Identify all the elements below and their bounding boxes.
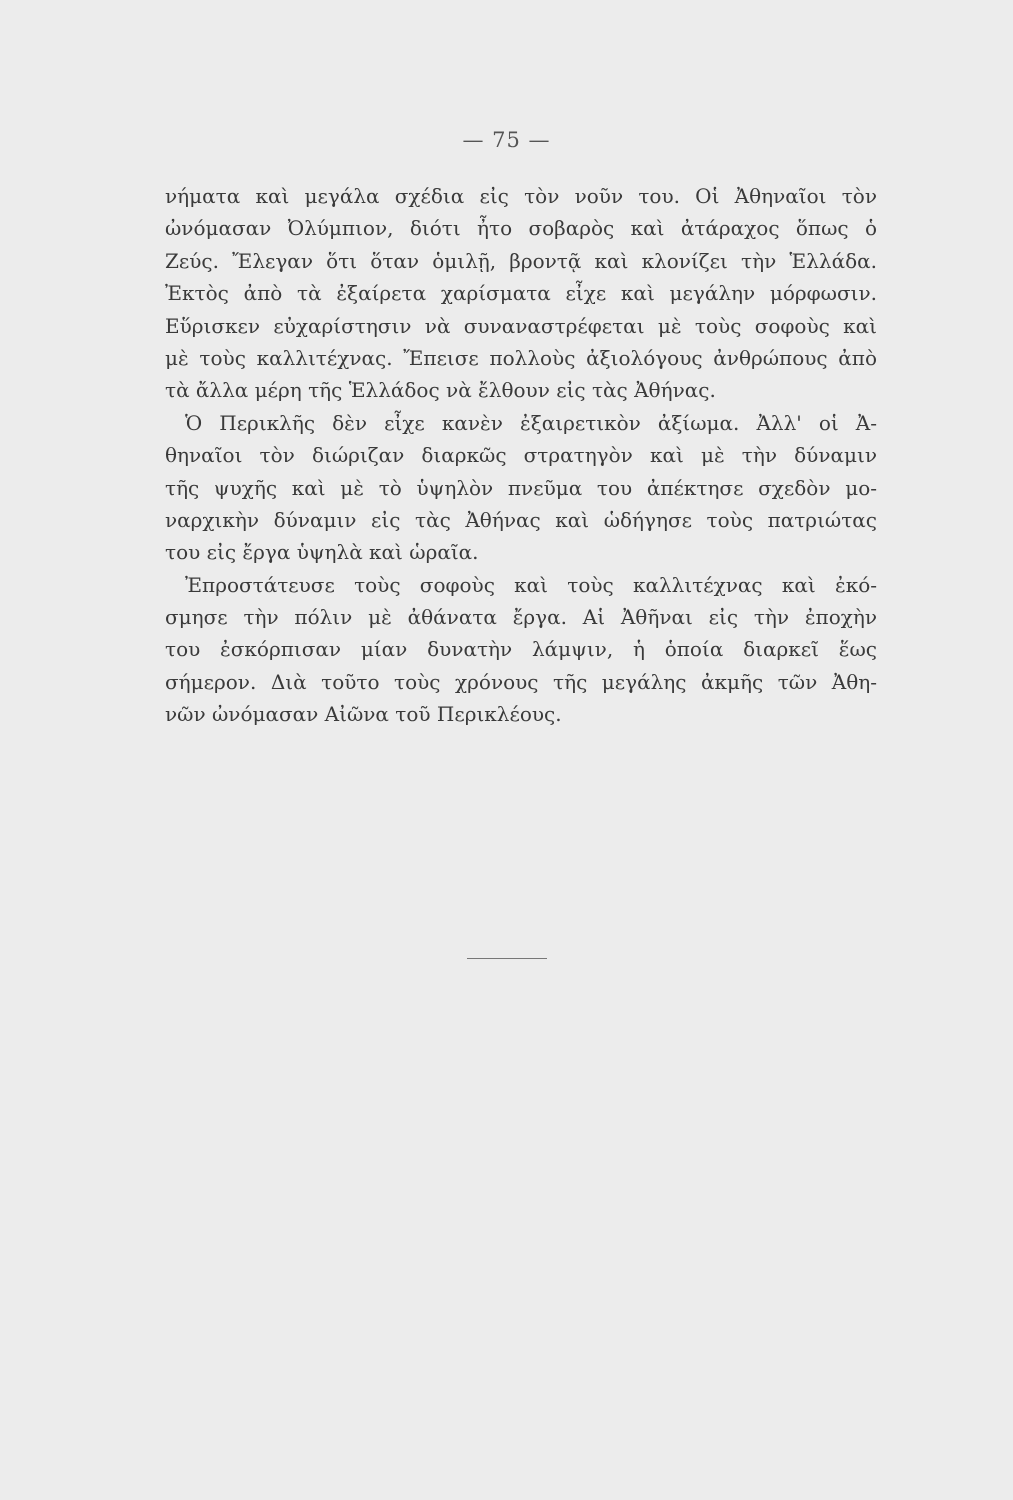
text-line: Εὕρισκεν εὐχαρίστησιν νὰ συναναστρέφεται μὲ τοὺς σοφοὺς καὶ — [165, 313, 877, 338]
text-line: Ἐπροστάτευσε τοὺς σοφοὺς καὶ τοὺς καλλιτέχνας καὶ ἐκό- — [185, 572, 877, 597]
text-line: σμησε τὴν πόλιν μὲ ἀθάνατα ἔργα. Αἱ Ἀθῆναι εἰς τὴν ἐποχὴν — [165, 605, 877, 630]
text-line: του ἐσκόρπισαν μίαν δυνατὴν λάμψιν, ἡ ὁποία διαρκεῖ ἕως — [165, 637, 877, 662]
text-line: νήματα καὶ μεγάλα σχέδια εἰς τὸν νοῦν του. Οἱ Ἀθηναῖοι τὸν — [165, 184, 877, 208]
text-line: του εἰς ἔργα ὑψηλὰ καὶ ὡραῖα. — [165, 540, 479, 565]
text-line: τῆς ψυχῆς καὶ μὲ τὸ ὑψηλὸν πνεῦμα του ἀπέκτησε σχεδὸν μο- — [165, 475, 877, 500]
text-line: ὠνόμασαν Ὀλύμπιον, διότι ἦτο σοβαρὸς καὶ ἀτάραχος ὅπως ὁ — [165, 216, 877, 241]
body-text — [165, 180, 877, 731]
text-line: νῶν ὠνόμασαν Αἰῶνα τοῦ Περικλέους. — [165, 702, 562, 727]
text-line: μὲ τοὺς καλλιτέχνας. Ἔπεισε πολλοὺς ἀξιολόγους ἀνθρώπους ἀπὸ — [165, 345, 877, 370]
page-number: — 75 — — [462, 128, 551, 152]
text-line: Ὁ Περικλῆς δὲν εἶχε κανὲν ἐξαιρετικὸν ἀξίωμα. Ἀλλ' οἱ Ἀ- — [185, 410, 877, 435]
text-line: Ἐκτὸς ἀπὸ τὰ ἐξαίρετα χαρίσματα εἶχε καὶ μεγάλην μόρφωσιν. — [165, 281, 877, 306]
section-divider — [467, 958, 547, 959]
text-line: Ζεύς. Ἔλεγαν ὅτι ὅταν ὁμιλῇ, βροντᾷ καὶ κλονίζει τὴν Ἑλλάδα. — [165, 248, 877, 273]
text-line: σήμερον. Διὰ τοῦτο τοὺς χρόνους τῆς μεγάλης ἀκμῆς τῶν Ἀθη- — [165, 669, 877, 694]
text-line: τὰ ἄλλα μέρη τῆς Ἑλλάδος νὰ ἔλθουν εἰς τὰς Ἀθήνας. — [165, 378, 716, 403]
text-line: θηναῖοι τὸν διώριζαν διαρκῶς στρατηγὸν καὶ μὲ τὴν δύναμιν — [165, 443, 877, 468]
text-line: ναρχικὴν δύναμιν εἰς τὰς Ἀθήνας καὶ ὡδήγησε τοὺς πατριώτας — [165, 507, 877, 532]
